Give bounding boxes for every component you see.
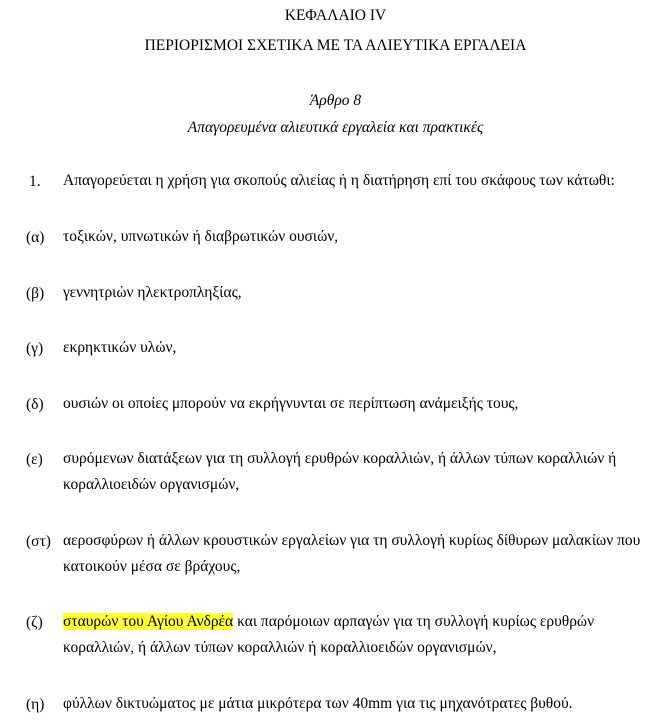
list-item-line: αεροσφύρων ή άλλων κρουστικών εργαλείων για τη συλλογή κυρίως δίθυρων μαλακίων που	[63, 532, 641, 549]
list-item-a	[63, 224, 663, 250]
list-item-label-c: (γ)	[26, 340, 44, 357]
list-item-line: φύλλων δικτυώματος με μάτια μικρότερα των 40mm για τις μηχανότρατες βυθού.	[63, 695, 573, 712]
list-item-label-a: (α)	[26, 229, 45, 246]
list-item-line: κατοικούν μέσα σε βράχους,	[63, 558, 241, 575]
list-item-line: γεννητριών ηλεκτροπληξίας,	[63, 284, 242, 301]
list-item-line-rest: και παρόμοιων αρπαγών για τη συλλογή κυρίως ερυθρών	[233, 613, 595, 630]
list-item-line: συρόμενων διατάξεων για τη συλλογή ερυθρών κοραλλιών, ή άλλων τύπων κοραλλιών ή	[63, 450, 617, 467]
paragraph-text	[63, 168, 663, 194]
list-item-label-st: (στ)	[26, 533, 51, 550]
list-item-st	[63, 528, 663, 580]
highlighted-text: σταυρών του Αγίου Ανδρέα	[63, 613, 234, 630]
paragraph-number: 1.	[29, 173, 41, 190]
list-item-label-b: (β)	[26, 285, 45, 302]
chapter-title: ΠΕΡΙΟΡΙΣΜΟΙ ΣΧΕΤΙΚΑ ΜΕ ΤΑ ΑΛΙΕΥΤΙΚΑ ΕΡΓΑΛΕΙΑ	[144, 37, 527, 54]
list-item-label-z: (ζ)	[26, 614, 43, 631]
list-item-line: ουσιών οι οποίες μπορούν να εκρήγνυνται σε περίπτωση ανάμειξής τους,	[63, 395, 519, 412]
list-item-d	[63, 391, 663, 417]
article-heading: Άρθρο 8	[309, 92, 362, 109]
list-item-i	[63, 691, 663, 717]
list-item-label-e: (ε)	[26, 451, 43, 468]
list-item-line	[63, 609, 663, 635]
list-item-line: εκρηκτικών υλών,	[63, 339, 177, 356]
list-item-b	[63, 280, 663, 306]
list-item-label-i: (η)	[26, 696, 45, 713]
list-item-z	[63, 609, 663, 661]
article-subtitle: Απαγορευμένα αλιευτικά εργαλεία και πρακτικές	[187, 119, 484, 136]
list-item-line: κοραλλιοειδών οργανισμών,	[63, 476, 240, 493]
list-item-c	[63, 335, 663, 361]
list-item-label-d: (δ)	[26, 396, 44, 413]
list-item-line: τοξικών, υπνωτικών ή διαβρωτικών ουσιών,	[63, 228, 339, 245]
list-item-line: κοραλλιών, ή άλλων τύπων κοραλλιών ή κοραλλιοειδών οργανισμών,	[63, 639, 497, 656]
chapter-heading: ΚΕΦΑΛΑΙΟ IV	[284, 7, 387, 24]
paragraph-text-line: Απαγορεύεται η χρήση για σκοπούς αλιείας ή η διατήρηση επί του σκάφους των κάτωθι:	[63, 172, 615, 189]
list-item-e	[63, 446, 663, 498]
